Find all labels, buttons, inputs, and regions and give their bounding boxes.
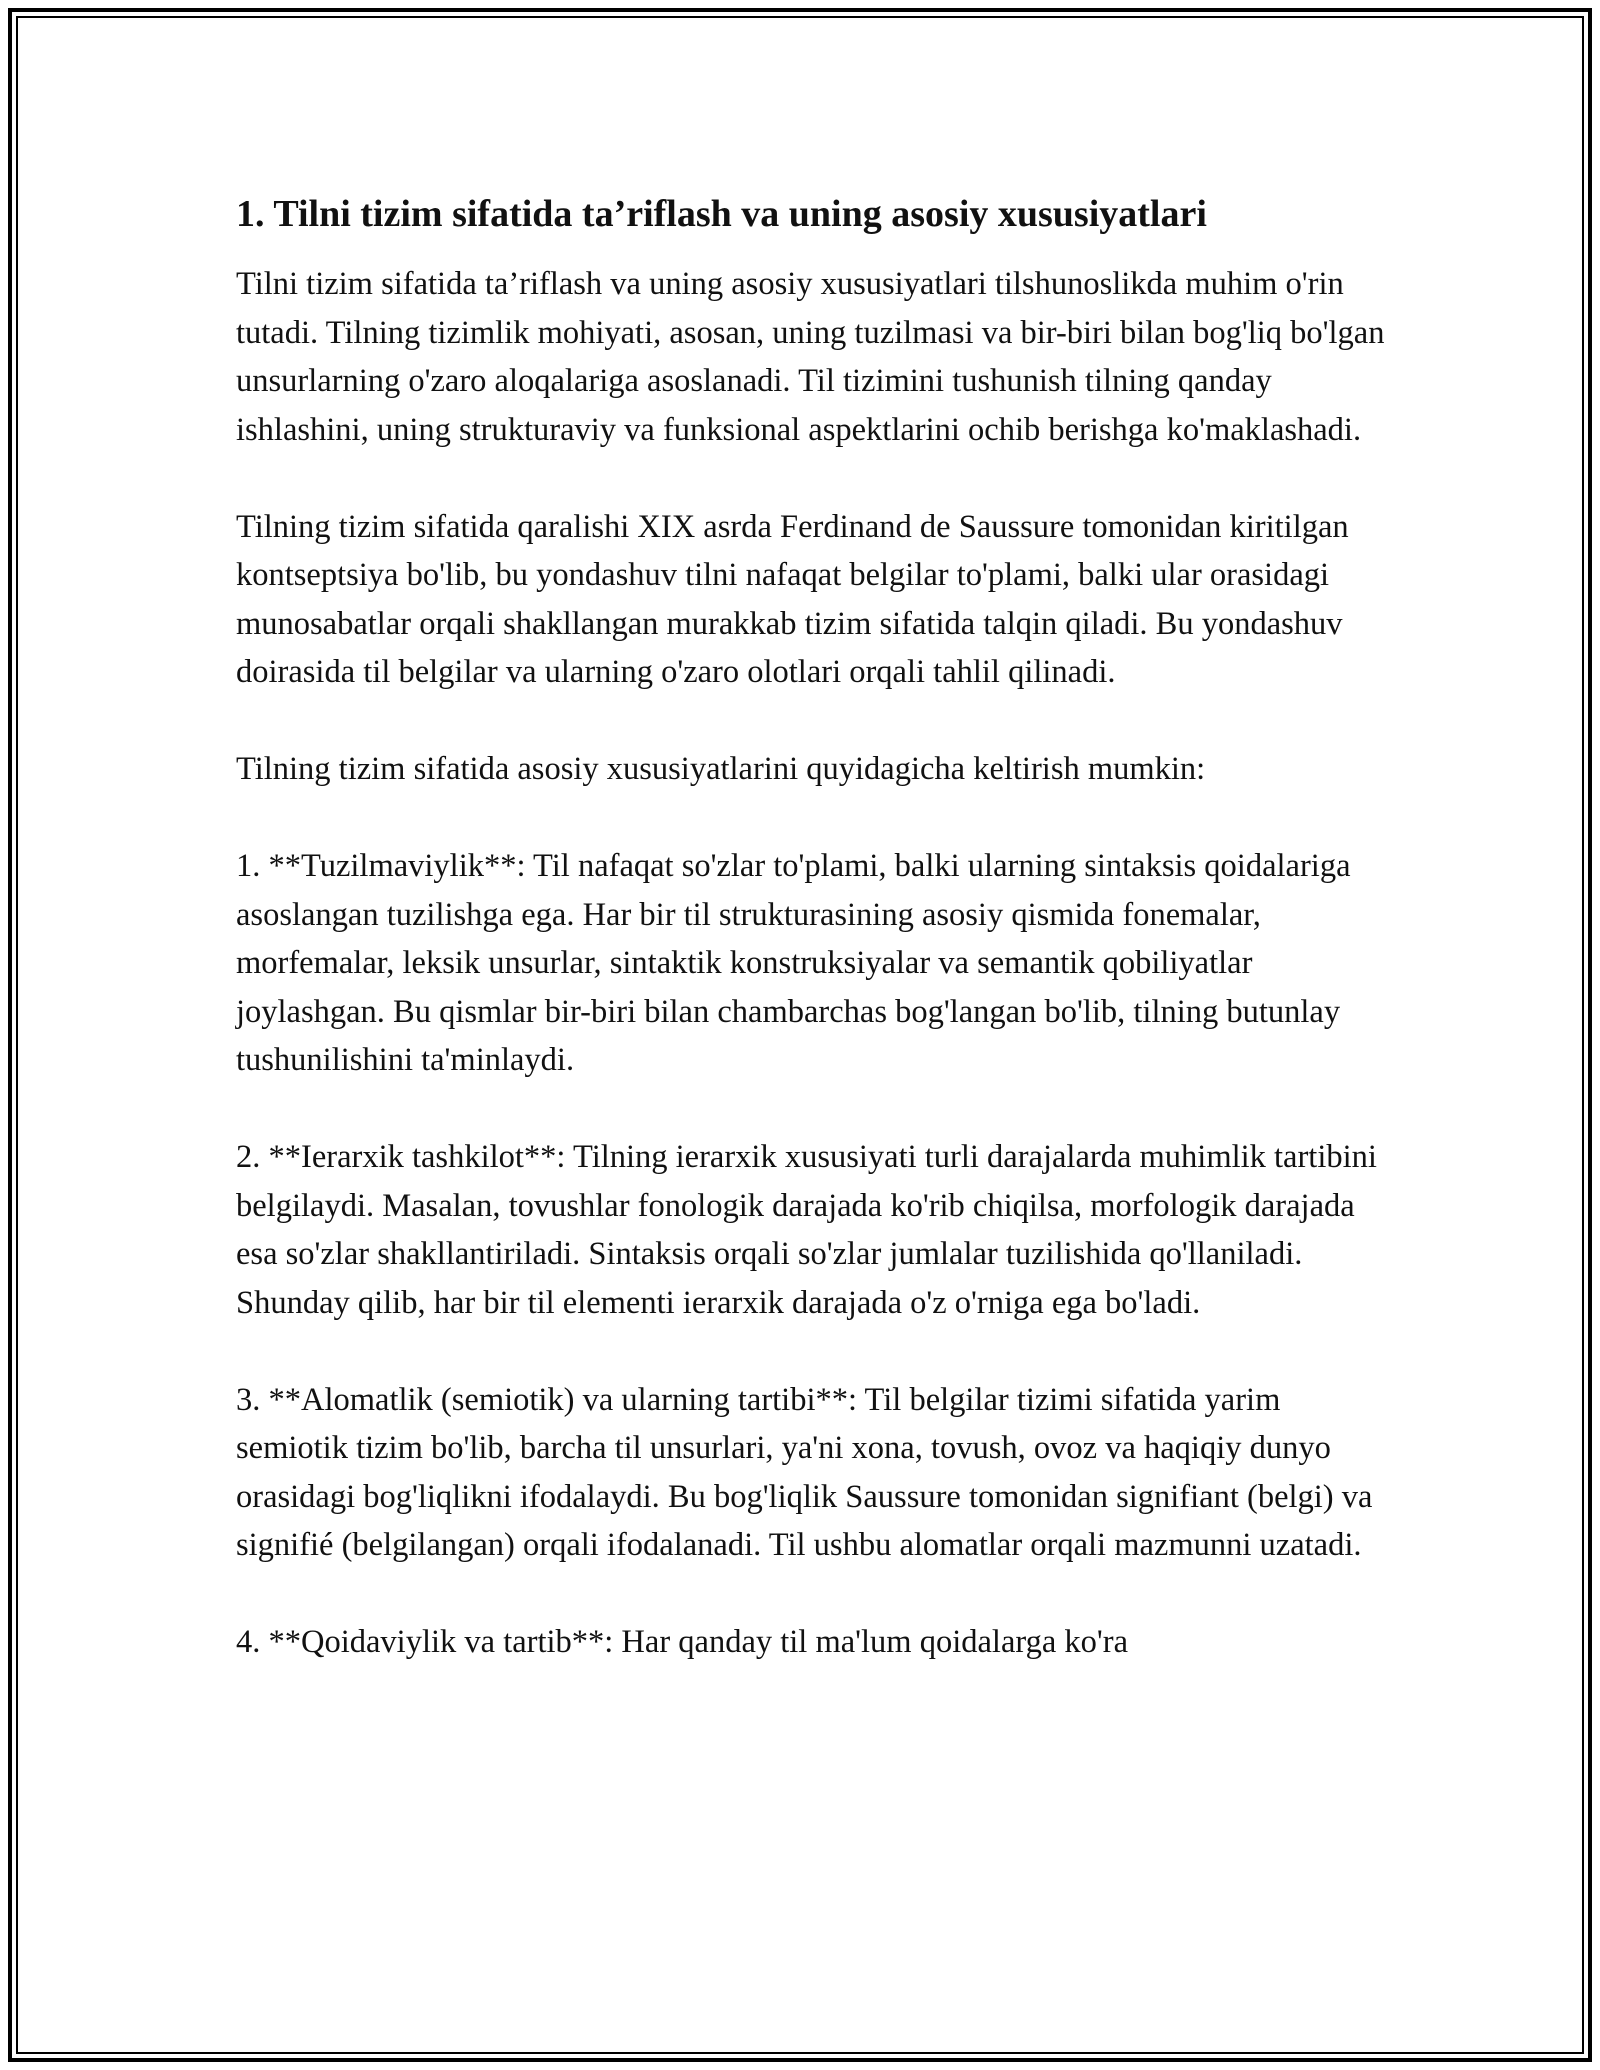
list-item-qoidaviylik: 4. **Qoidaviylik va tartib**: Har qanday til ma'lum qoidalarga ko'ra: [236, 1624, 1129, 1660]
paragraph-intro: Tilni tizim sifatida ta’riflash va uning asosiy xususiyatlari tilshunoslikda muhim o'rin tutadi. Tilning tizimlik mohiyati, asosan, uning tuzilmasi va bir-biri bilan bog'liq bo'lgan unsurlarning o'zaro aloqalariga asoslanadi. Til tizimini tushunish tilning qanday ishlashini, uning strukturaviy va funksional aspektlarini ochib berishga ko'maklashadi.: [236, 266, 1385, 448]
paragraph-list-intro: Tilning tizim sifatida asosiy xususiyatlarini quyidagicha keltirish mumkin:: [236, 751, 1206, 787]
document-body: [236, 190, 1396, 1715]
list-item-ierarxik: 2. **Ierarxik tashkilot**: Tilning ierarxik xususiyati turli darajalarda muhimlik tartibini belgilaydi. Masalan, tovushlar fonologik darajada ko'rib chiqilsa, morfologik darajada esa so'zlar shakllantiriladi. Sintaksis orqali so'zlar jumlalar tuzilishida qo'llaniladi. Shunday qilib, har bir til elementi ierarxik darajada o'z o'rniga ega bo'ladi.: [236, 1139, 1377, 1321]
list-item-alomatlik: 3. **Alomatlik (semiotik) va ularning tartibi**: Til belgilar tizimi sifatida yarim semiotik tizim bo'lib, barcha til unsurlari, ya'ni xona, tovush, ovoz va haqiqiy dunyo orasidagi bog'liqlikni ifodalaydi. Bu bog'liqlik Saussure tomonidan signifiant (belgi) va signifié (belgilangan) orqali ifodalanadi. Til ushbu alomatlar orqali mazmunni uzatadi.: [236, 1381, 1373, 1563]
paragraph-saussure: Tilning tizim sifatida qaralishi XIX asrda Ferdinand de Saussure tomonidan kiritilgan kontseptsiya bo'lib, bu yondashuv tilni nafaqat belgilar to'plami, balki ular orasidagi munosabatlar orqali shakllangan murakkab tizim sifatida talqin qiladi. Bu yondashuv doirasida til belgilar va ularning o'zaro olotlari orqali tahlil qilinadi.: [236, 508, 1349, 690]
list-item-tuzilmaviylik: 1. **Tuzilmaviylik**: Til nafaqat so'zlar to'plami, balki ularning sintaksis qoidalariga asoslangan tuzilishga ega. Har bir til strukturasining asosiy qismida fonemalar, morfemalar, leksik unsurlar, sintaktik konstruksiyalar va semantik qobiliyatlar joylashgan. Bu qismlar bir-biri bilan chambarchas bog'langan bo'lib, tilning butunlay tushunilishini ta'minlaydi.: [236, 848, 1351, 1078]
document-title: 1. Tilni tizim sifatida ta’riflash va uning asosiy xususiyatlari: [236, 193, 1207, 235]
